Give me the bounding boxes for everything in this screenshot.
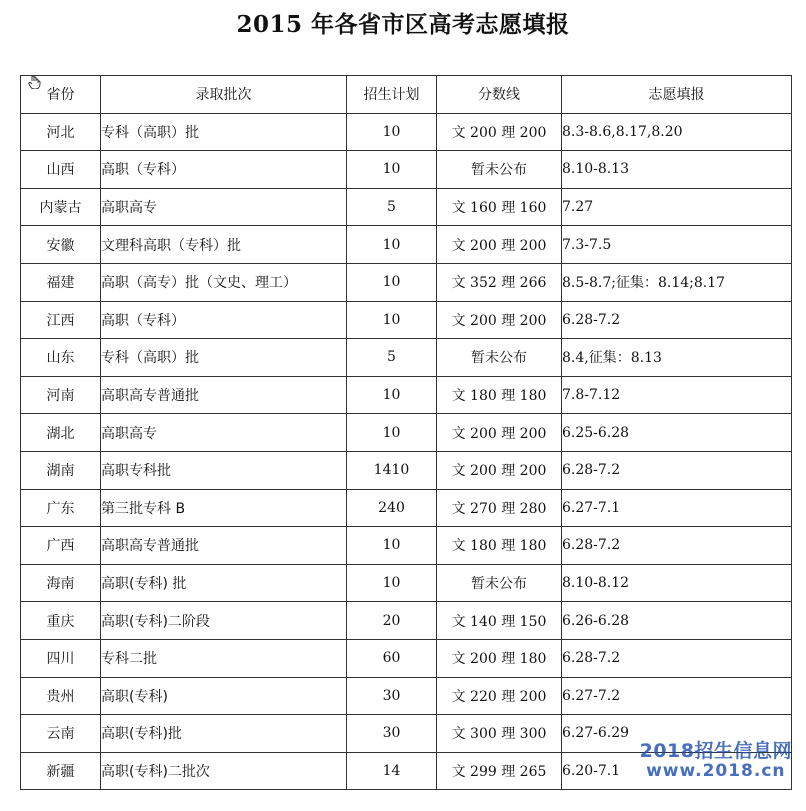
cell-province: 湖北 xyxy=(21,414,101,452)
table-row xyxy=(21,489,792,527)
cell-province: 新疆 xyxy=(21,752,101,790)
cell-date: 6.28-7.2 xyxy=(562,301,792,339)
table-row xyxy=(21,677,792,715)
cell-plan: 60 xyxy=(347,639,437,677)
cell-date: 6.20-7.1 xyxy=(562,752,792,790)
admission-table xyxy=(20,75,792,790)
cell-plan: 10 xyxy=(347,564,437,602)
table-row xyxy=(21,564,792,602)
cell-batch: 高职（专科） xyxy=(101,151,347,189)
cell-batch: 高职（高专）批（文史、理工） xyxy=(101,263,347,301)
cell-plan: 20 xyxy=(347,602,437,640)
cell-batch: 专科（高职）批 xyxy=(101,339,347,377)
table-body xyxy=(21,113,792,790)
cell-plan: 14 xyxy=(347,752,437,790)
cell-date: 6.27-6.29 xyxy=(562,715,792,753)
cell-score: 文 140 理 150 xyxy=(437,602,562,640)
cell-score: 文 299 理 265 xyxy=(437,752,562,790)
header-date: 志愿填报 xyxy=(562,76,792,114)
cell-batch: 高职专科批 xyxy=(101,451,347,489)
cell-province: 河北 xyxy=(21,113,101,151)
cell-score: 文 220 理 200 xyxy=(437,677,562,715)
cell-province: 山东 xyxy=(21,339,101,377)
cell-plan: 240 xyxy=(347,489,437,527)
cell-batch: 高职高专普通批 xyxy=(101,376,347,414)
cell-score: 暂未公布 xyxy=(437,151,562,189)
cell-province: 重庆 xyxy=(21,602,101,640)
watermark-line1: 2018招生信息网 xyxy=(639,740,792,762)
cell-batch: 高职高专 xyxy=(101,188,347,226)
cell-date: 7.8-7.12 xyxy=(562,376,792,414)
cell-province: 云南 xyxy=(21,715,101,753)
table-row xyxy=(21,151,792,189)
cell-score: 暂未公布 xyxy=(437,564,562,602)
cell-date: 8.4,征集：8.13 xyxy=(562,339,792,377)
cell-score: 文 200 理 200 xyxy=(437,113,562,151)
cell-date: 6.28-7.2 xyxy=(562,639,792,677)
cell-plan: 10 xyxy=(347,376,437,414)
cell-date: 8.10-8.12 xyxy=(562,564,792,602)
header-batch: 录取批次 xyxy=(101,76,347,114)
cell-score: 文 352 理 266 xyxy=(437,263,562,301)
cell-plan: 10 xyxy=(347,226,437,264)
cell-date: 8.10-8.13 xyxy=(562,151,792,189)
cell-province: 湖南 xyxy=(21,451,101,489)
table-row xyxy=(21,376,792,414)
cell-province: 贵州 xyxy=(21,677,101,715)
cell-score: 文 270 理 280 xyxy=(437,489,562,527)
cell-plan: 10 xyxy=(347,527,437,565)
cell-date: 8.3-8.6,8.17,8.20 xyxy=(562,113,792,151)
cell-plan: 10 xyxy=(347,414,437,452)
cell-plan: 10 xyxy=(347,263,437,301)
page-title: 2015 年各省市区高考志愿填报 xyxy=(236,11,570,38)
cell-score: 暂未公布 xyxy=(437,339,562,377)
cell-date: 6.25-6.28 xyxy=(562,414,792,452)
watermark-logo xyxy=(640,741,792,781)
cell-score: 文 180 理 180 xyxy=(437,527,562,565)
cell-province: 江西 xyxy=(21,301,101,339)
cell-score: 文 300 理 300 xyxy=(437,715,562,753)
cell-score: 文 160 理 160 xyxy=(437,188,562,226)
cell-date: 6.28-7.2 xyxy=(562,451,792,489)
cell-date: 6.26-6.28 xyxy=(562,602,792,640)
cell-batch: 高职(专科) 批 xyxy=(101,564,347,602)
cell-batch: 专科二批 xyxy=(101,639,347,677)
table-header-row xyxy=(21,76,792,114)
cell-plan: 10 xyxy=(347,301,437,339)
cell-province: 安徽 xyxy=(21,226,101,264)
header-plan: 招生计划 xyxy=(347,76,437,114)
cell-batch: 高职(专科)二批次 xyxy=(101,752,347,790)
table-row xyxy=(21,451,792,489)
cell-date: 7.27 xyxy=(562,188,792,226)
cell-plan: 10 xyxy=(347,113,437,151)
cell-province: 福建 xyxy=(21,263,101,301)
cell-date: 6.28-7.2 xyxy=(562,527,792,565)
cell-score: 文 200 理 200 xyxy=(437,451,562,489)
cell-score: 文 200 理 180 xyxy=(437,639,562,677)
table-row xyxy=(21,602,792,640)
cell-batch: 第三批专科 B xyxy=(101,489,347,527)
cell-date: 7.3-7.5 xyxy=(562,226,792,264)
table-row xyxy=(21,527,792,565)
table-row xyxy=(21,339,792,377)
watermark-line2: www.2018.cn xyxy=(646,760,786,781)
cell-province: 内蒙古 xyxy=(21,188,101,226)
cell-batch: 高职高专普通批 xyxy=(101,527,347,565)
cell-batch: 文理科高职（专科）批 xyxy=(101,226,347,264)
cell-batch: 高职(专科)二阶段 xyxy=(101,602,347,640)
cell-score: 文 200 理 200 xyxy=(437,226,562,264)
cell-plan: 5 xyxy=(347,188,437,226)
table-row xyxy=(21,113,792,151)
cell-plan: 30 xyxy=(347,677,437,715)
table-row xyxy=(21,301,792,339)
table-row xyxy=(21,263,792,301)
cell-province: 四川 xyxy=(21,639,101,677)
cell-province: 海南 xyxy=(21,564,101,602)
cell-province: 广东 xyxy=(21,489,101,527)
cell-province: 河南 xyxy=(21,376,101,414)
cell-province: 山西 xyxy=(21,151,101,189)
cell-score: 文 200 理 200 xyxy=(437,301,562,339)
hand-cursor-icon xyxy=(28,76,42,90)
cell-date: 6.27-7.2 xyxy=(562,677,792,715)
table-row xyxy=(21,414,792,452)
header-score: 分数线 xyxy=(437,76,562,114)
table-row xyxy=(21,639,792,677)
cell-score: 文 200 理 200 xyxy=(437,414,562,452)
cell-batch: 高职高专 xyxy=(101,414,347,452)
cell-batch: 高职(专科)批 xyxy=(101,715,347,753)
cell-date: 8.5-8.7;征集：8.14;8.17 xyxy=(562,263,792,301)
cell-province: 广西 xyxy=(21,527,101,565)
cell-plan: 1410 xyxy=(347,451,437,489)
header-province: 省份 xyxy=(21,76,101,114)
table-row xyxy=(21,226,792,264)
cell-batch: 高职(专科) xyxy=(101,677,347,715)
cell-plan: 30 xyxy=(347,715,437,753)
cell-batch: 专科（高职）批 xyxy=(101,113,347,151)
table-row xyxy=(21,188,792,226)
cell-date: 6.27-7.1 xyxy=(562,489,792,527)
cell-score: 文 180 理 180 xyxy=(437,376,562,414)
cell-batch: 高职（专科） xyxy=(101,301,347,339)
cell-plan: 5 xyxy=(347,339,437,377)
cell-plan: 10 xyxy=(347,151,437,189)
